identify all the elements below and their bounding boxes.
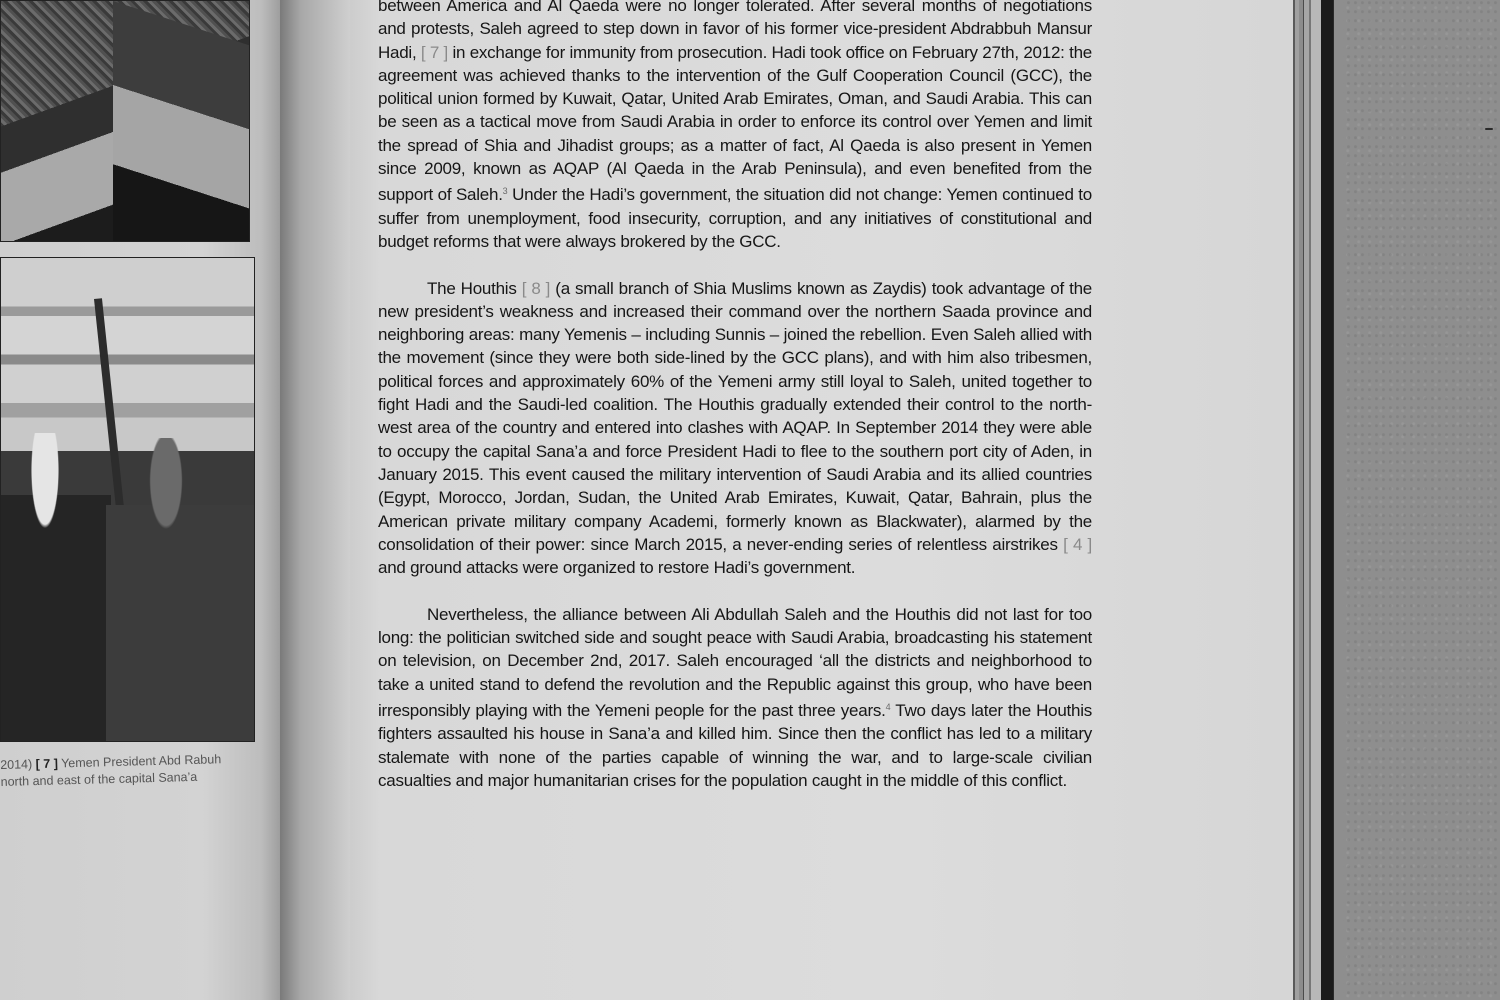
yemen-flag — [113, 1, 249, 242]
caption-line-2: north and east of the capital Sana’a — [0, 769, 198, 789]
figure-right — [106, 438, 255, 742]
caption-prefix: 2014) — [0, 757, 33, 772]
figure-reference: [ 8 ] — [521, 278, 551, 298]
left-page — [0, 0, 290, 1000]
caption-ref: [ 7 ] — [35, 756, 59, 772]
text-run: in exchange for immunity from prosecution. Hadi took office on February 27th, 2012: the agreement was achieved thanks to the intervention of the Gulf Cooperation Council (GCC), the political union formed by Kuwait, Qatar, United Arab Emirates, Oman, and Saudi Arabia. This can be seen as a tactical move from Saudi Arabia in order to enforce its control over Yemen and limit the spread of Shia and Jihadist groups; as a matter of fact, Al Qaeda is also present in Yemen since 2009, known as AQAP (Al Qaeda in the Arab Peninsula), and even benefited from the support of Saleh. — [378, 42, 1092, 205]
photo-protest-crowd — [0, 0, 250, 242]
book-page-edges — [1293, 0, 1343, 1000]
text-run: and ground attacks were organized to restore Hadi’s government. — [378, 558, 856, 578]
footnote-marker: 3 — [502, 186, 508, 197]
text-run: between America and Al Qaeda were no longer tolerated. After several months of negotiations and protests, Saleh agreed to step down in favor of his former vice-president Abdrabbuh Mansur Hadi, — [378, 0, 1092, 62]
figure-reference: [ 4 ] — [1063, 534, 1092, 554]
paragraph — [378, 277, 1092, 580]
book-gutter-shadow — [280, 0, 350, 1000]
figure-left — [1, 433, 111, 742]
photo-armed-men — [0, 257, 255, 742]
paragraph — [378, 603, 1092, 792]
text-run: Two days later the Houthis fighters assaulted his house in Sana’a and killed him. Since then the conflict has led to a military stalemate with none of the parties capable of winning the war, and to large-scale civilian casualties and major humanitarian crises for the population caught in the middle of this conflict. — [378, 700, 1092, 790]
body-text — [378, 0, 1092, 815]
text-run: The Houthis — [427, 278, 522, 298]
table-surface — [1340, 0, 1500, 1000]
text-run: Nevertheless, the alliance between Ali Abdullah Saleh and the Houthis did not last for too long: the politician switched side and sought peace with Saudi Arabia, broadcasting his statement on television, on December 2nd, 2017. Saleh encouraged ‘all the districts and neighborhood to take a united stand to defend the revolution and the Republic against this group, who have been irresponsibly playing with the Yemeni people for the past three years. — [378, 604, 1092, 720]
figure-reference: [ 7 ] — [420, 42, 449, 62]
paragraph — [378, 0, 1092, 253]
photo-caption — [0, 750, 261, 791]
caption-text-1: Yemen President Abd Rabuh — [60, 752, 222, 771]
dust-speck — [1485, 128, 1493, 130]
text-run: Under the Hadi’s government, the situation did not change: Yemen continued to suffer from unemployment, food insecurity, corruption, and any initiatives of constitutional and budget reforms that were always brokered by the GCC. — [378, 185, 1092, 251]
text-run: (a small branch of Shia Muslims known as Zaydis) took advantage of the new president’s weakness and increased their command over the northern Saada province and neighboring areas: many Yemenis – including Sunnis – joined the rebellion. Even Saleh allied with the movement (since they were both side-lined by the GCC plans), and with him also tribesmen, political forces and approximately 60% of the Yemeni army still loyal to Saleh, united together to fight Hadi and the Saudi-led coalition. The Houthis gradually extended their control to the north-west area of the country and entered into clashes with AQAP. In September 2014 they were able to occupy the capital Sana’a and force President Hadi to flee to the southern port city of Aden, in January 2015. This event caused the military intervention of Saudi Arabia and its allied countries (Egypt, Morocco, Jordan, Sudan, the United Arab Emirates, Kuwait, Qatar, Bahrain, plus the American private military company Academi, formerly known as Blackwater), alarmed by the consolidation of their power: since March 2015, a never-ending series of relentless airstrikes — [378, 278, 1092, 554]
footnote-marker: 4 — [885, 701, 891, 712]
